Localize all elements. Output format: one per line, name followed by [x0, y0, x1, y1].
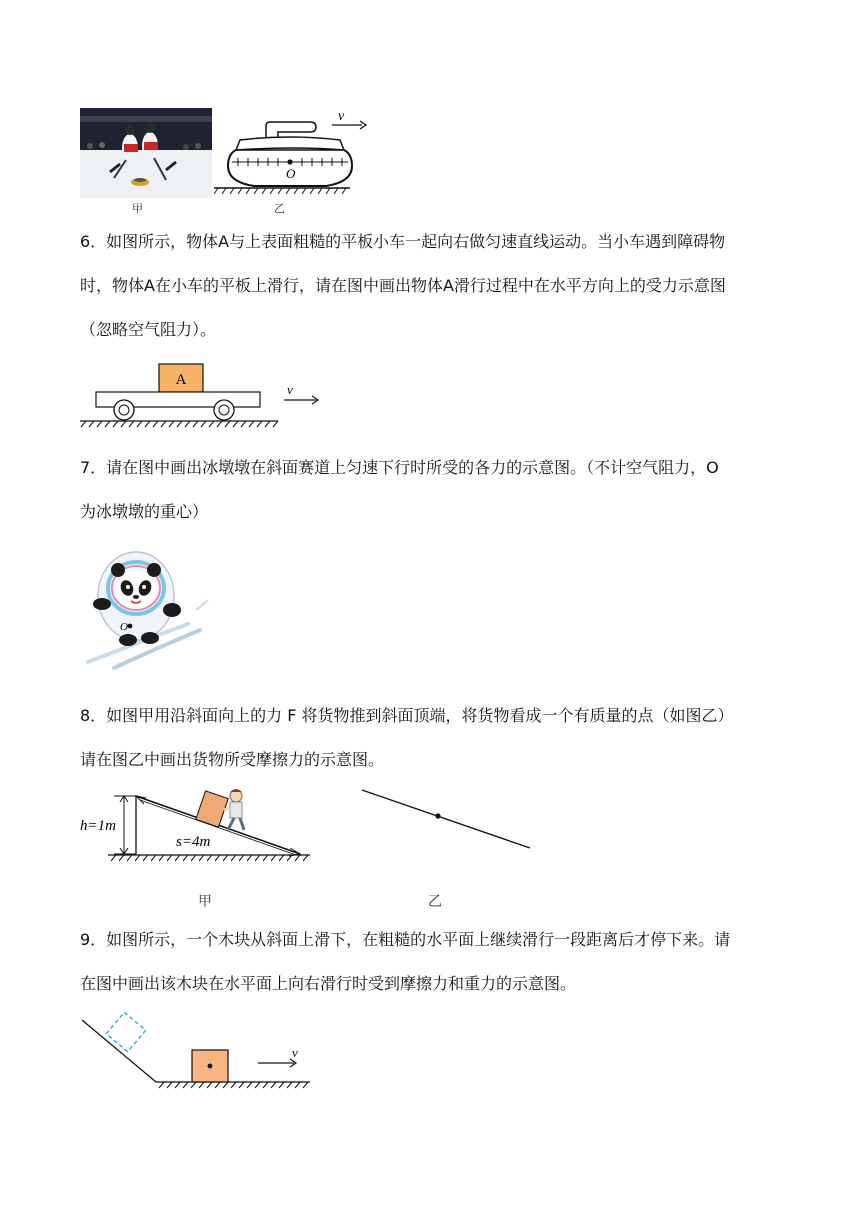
curling-stone-diagram — [214, 106, 374, 202]
caption-jia-q8: 甲 — [198, 894, 212, 910]
q9-line-1: 9．如图所示，一个木块从斜面上滑下，在粗糙的水平面上继续滑行一段距离后才停下来。请 — [80, 930, 731, 949]
q8-line-1: 8．如图甲用沿斜面向上的力 F 将货物推到斜面顶端，将货物看成一个有质量的点（如图乙） — [80, 706, 734, 725]
q7-center-label: O — [120, 621, 128, 633]
q9-velocity-label: v — [292, 1045, 298, 1060]
q7-line-1: 7．请在图中画出冰墩墩在斜面赛道上匀速下行时所受的各力的示意图。（不计空气阻力，O — [80, 458, 719, 477]
q6-cart-diagram — [80, 360, 330, 436]
caption-yi-q8: 乙 — [428, 894, 442, 910]
center-point — [287, 159, 292, 164]
velocity-label: v — [338, 109, 345, 124]
q6-velocity-label: v — [287, 382, 293, 397]
curling-photo-drawing — [80, 108, 212, 198]
q6-line-3: （忽略空气阻力）。 — [80, 320, 217, 339]
center-label: O — [286, 166, 296, 181]
q7-center-point — [128, 624, 133, 629]
caption-yi-top: 乙 — [274, 202, 285, 215]
q8-line-diagram — [360, 786, 536, 852]
q9-line-2: 在图中画出该木块在水平面上向右滑行时受到摩擦力和重力的示意图。 — [80, 974, 577, 993]
q8-incline-diagram — [78, 786, 318, 866]
block-a-label: A — [175, 372, 187, 388]
q6-line-1: 6．如图所示，物体A与上表面粗糙的平板小车一起向右做匀速直线运动。当小车遇到障碍物 — [80, 232, 726, 251]
q9-slide-diagram — [78, 1008, 318, 1094]
curling-photo — [80, 108, 212, 198]
bing-dwen-dwen-illustration — [84, 544, 214, 670]
q8-line-2: 请在图乙中画出货物所受摩擦力的示意图。 — [80, 750, 385, 769]
height-label: h=1m — [80, 818, 116, 834]
q6-line-2: 时，物体A在小车的平板上滑行，请在图中画出物体A滑行过程中在水平方向上的受力示意图 — [80, 276, 726, 295]
slope-label: s=4m — [176, 834, 211, 850]
caption-jia-top: 甲 — [132, 202, 143, 215]
q7-line-2: 为冰墩墩的重心） — [80, 502, 209, 521]
cargo-point — [435, 813, 440, 818]
